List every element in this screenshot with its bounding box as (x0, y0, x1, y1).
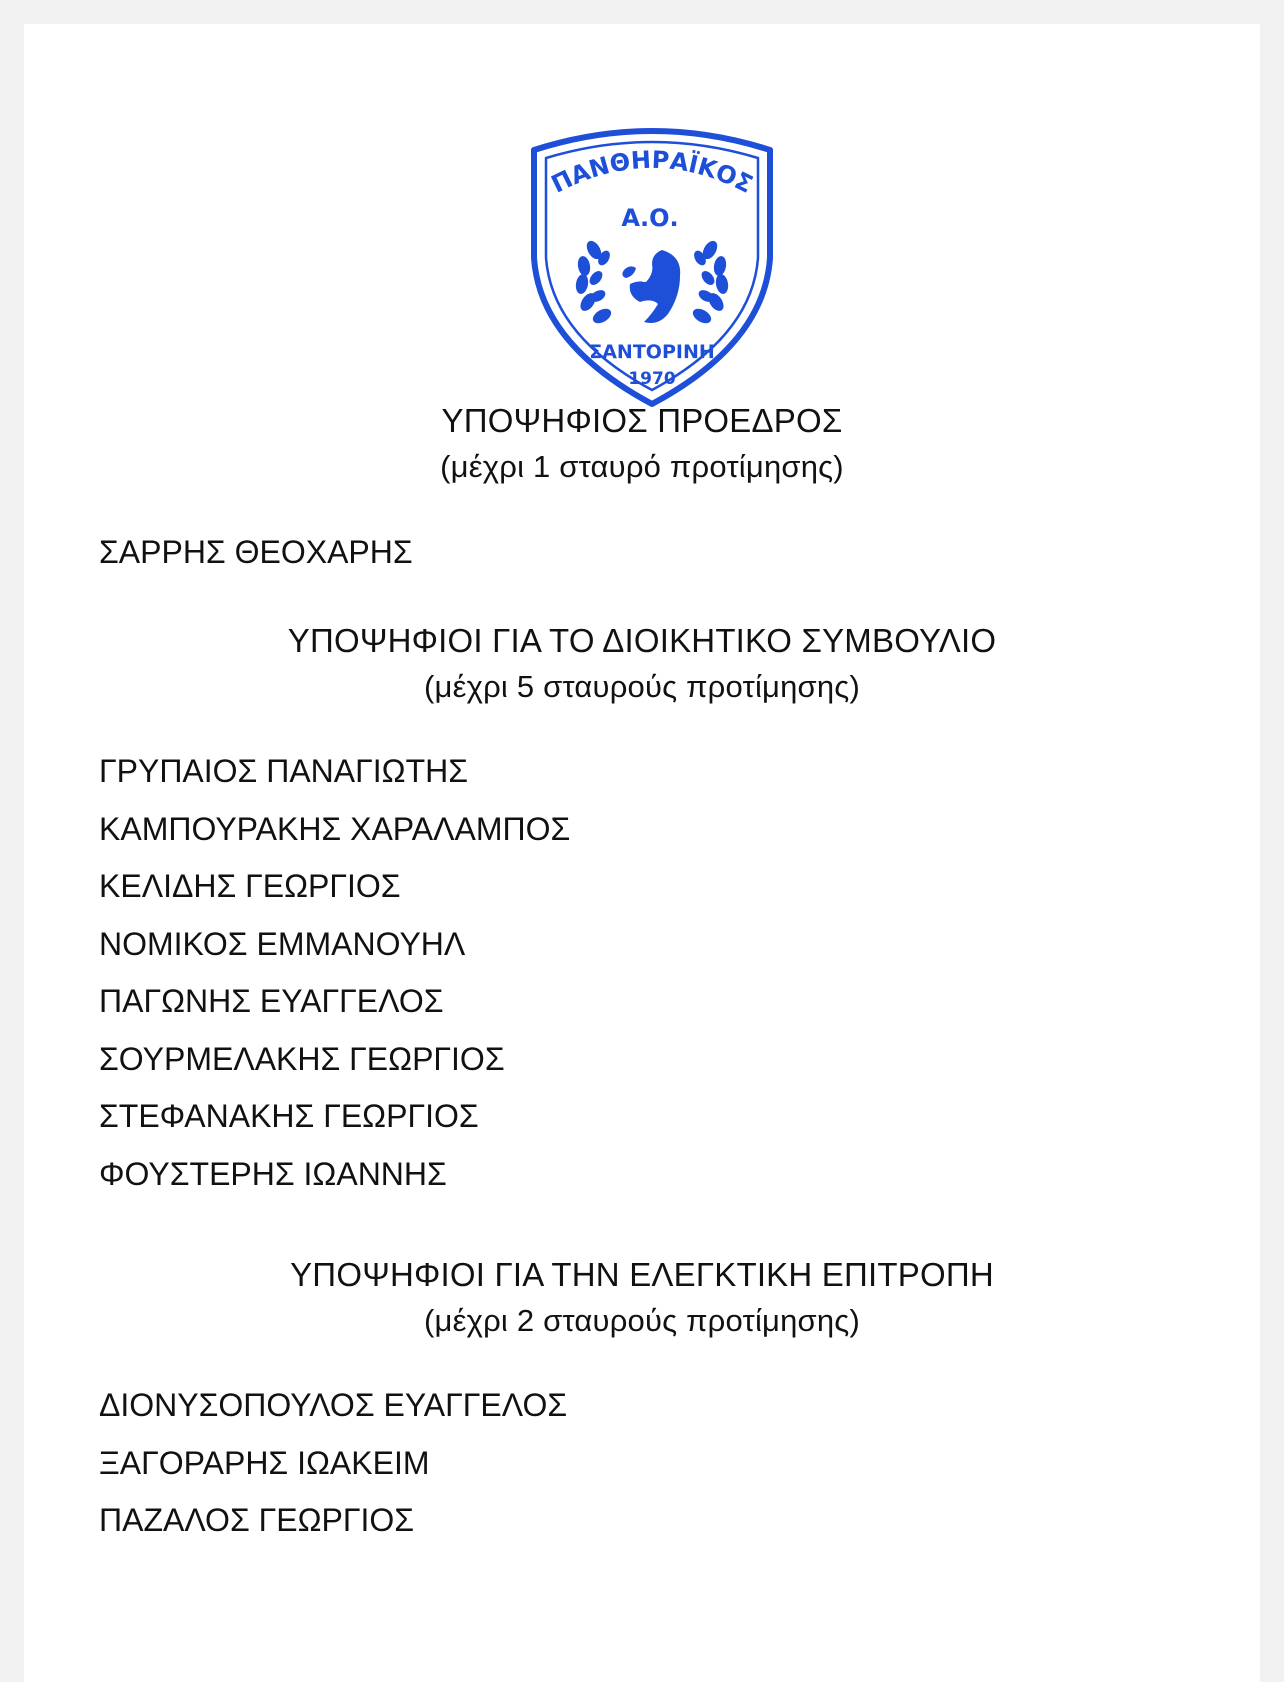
candidate-name: ΚΑΜΠΟΥΡΑΚΗΣ ΧΑΡΑΛΑΜΠΟΣ (99, 810, 571, 847)
board-title: ΥΠΟΨΗΦΙΟΙ ΓΙΑ ΤΟ ΔΙΟΙΚΗΤΙΚΟ ΣΥΜΒΟΥΛΙΟ (287, 622, 997, 659)
club-crest-logo (512, 118, 792, 410)
crest-year: 1970 (628, 369, 676, 389)
board-candidate-list (99, 743, 570, 1203)
crest-top-text: ΠΑΝΘΗΡΑΪΚΟΣ (546, 145, 758, 199)
audit-candidate-list (99, 1377, 567, 1550)
president-candidate-list (99, 524, 413, 582)
candidate-name: ΚΕΛΙΔΗΣ ΓΕΩΡΓΙΟΣ (99, 868, 401, 904)
crest-place: ΣΑΝΤΟΡΙΝΗ (589, 341, 715, 363)
candidate-name: ΓΡΥΠΑΙΟΣ ΠΑΝΑΓΙΩΤΗΣ (99, 753, 468, 789)
president-section-header (24, 398, 1260, 490)
audit-title: ΥΠΟΨΗΦΙΟΙ ΓΙΑ ΤΗΝ ΕΛΕΓΚΤΙΚΗ ΕΠΙΤΡΟΠΗ (290, 1256, 994, 1293)
candidate-name: ΦΟΥΣΤΕΡΗΣ ΙΩΑΝΝΗΣ (99, 1155, 447, 1192)
president-title: ΥΠΟΨΗΦΙΟΣ ΠΡΟΕΔΡΟΣ (441, 402, 843, 439)
board-subtitle: (μέχρι 5 σταυρούς προτίμησης) (424, 669, 860, 704)
document-page (24, 24, 1260, 1682)
candidate-name: ΠΑΖΑΛΟΣ ΓΕΩΡΓΙΟΣ (99, 1502, 415, 1538)
candidate-name: ΔΙΟΝΥΣΟΠΟΥΛΟΣ ΕΥΑΓΓΕΛΟΣ (99, 1387, 568, 1423)
candidate-name: ΣΤΕΦΑΝΑΚΗΣ ΓΕΩΡΓΙΟΣ (99, 1098, 479, 1134)
president-subtitle: (μέχρι 1 σταυρό προτίμησης) (440, 449, 844, 484)
candidate-name: ΣΑΡΡΗΣ ΘΕΟΧΑΡΗΣ (99, 534, 413, 570)
candidate-name: ΣΟΥΡΜΕΛΑΚΗΣ ΓΕΩΡΓΙΟΣ (99, 1040, 505, 1077)
audit-section-header (24, 1252, 1260, 1344)
audit-subtitle: (μέχρι 2 σταυρούς προτίμησης) (424, 1303, 860, 1338)
candidate-name: ΝΟΜΙΚΟΣ ΕΜΜΑΝΟΥΗΛ (99, 925, 466, 962)
crest-abbr: Α.Ο. (621, 204, 679, 232)
candidate-name: ΠΑΓΩΝΗΣ ΕΥΑΓΓΕΛΟΣ (99, 983, 444, 1019)
board-section-header (24, 618, 1260, 710)
candidate-name: ΞΑΓΟΡΑΡΗΣ ΙΩΑΚΕΙΜ (99, 1444, 430, 1481)
